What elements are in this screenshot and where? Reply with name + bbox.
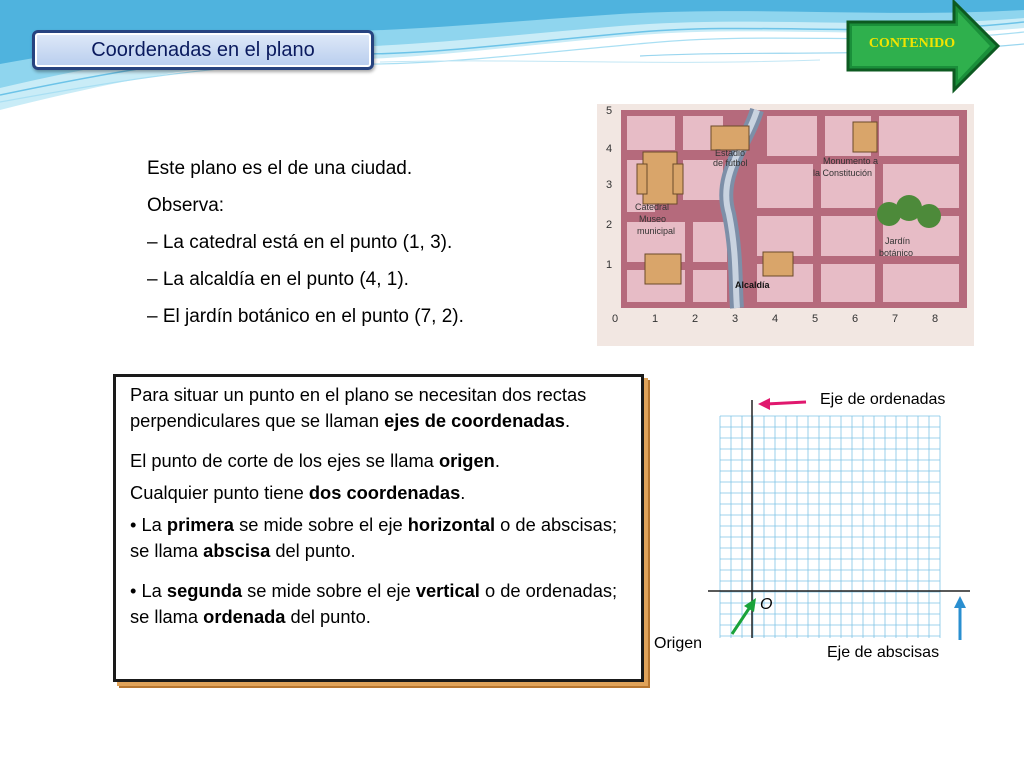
text-run: . (564, 410, 571, 431)
intro-line: – El jardín botánico en el punto (7, 2). (147, 306, 464, 327)
bold-term: origen (438, 450, 495, 471)
text-run: o de ordenadas; se llama (130, 580, 618, 627)
map-x-tick: 2 (691, 313, 699, 325)
text-run: del punto. (270, 540, 356, 561)
map-y-tick: 2 (605, 219, 613, 231)
map-label: Estadio (715, 148, 746, 158)
bold-term: segunda (166, 580, 243, 601)
text-run: se mide sobre el eje (242, 580, 416, 601)
map-label: de fútbol (713, 158, 748, 168)
text-run: • La (130, 580, 167, 601)
map-label: Museo (639, 214, 667, 224)
map-x-tick: 6 (851, 313, 859, 325)
map-x-tick: 8 (931, 313, 939, 325)
bold-term: ejes de coordenadas (384, 410, 565, 431)
map-label: la Constitución (813, 168, 873, 178)
bold-term: abscisa (203, 540, 271, 561)
map-y-tick: 5 (605, 105, 613, 117)
intro-line: – La catedral está en el punto (1, 3). (147, 232, 453, 253)
paragraph (130, 512, 620, 564)
label-eje-ordenadas: Eje de ordenadas (820, 391, 946, 408)
map-y-tick: 4 (605, 143, 613, 155)
label-eje-abscisas: Eje de abscisas (827, 644, 940, 661)
map-x-tick: 3 (731, 313, 739, 325)
explanation-box (113, 374, 644, 682)
text-run: se mide sobre el eje (233, 514, 408, 535)
text-run: . (494, 450, 500, 471)
paragraph (130, 480, 650, 506)
paragraph (130, 382, 650, 434)
explanation-text (130, 382, 650, 630)
map-y-tick: 1 (605, 259, 613, 271)
map-x-tick: 5 (811, 313, 819, 325)
slide-title: Coordenadas en el plano (91, 38, 315, 61)
paragraph (130, 448, 650, 474)
map-label: botánico (879, 248, 914, 258)
map-x-tick: 4 (771, 313, 779, 325)
contenido-label[interactable]: CONTENIDO (868, 36, 956, 51)
map-y-tick: 3 (605, 179, 613, 191)
bold-term: horizontal (407, 514, 496, 535)
map-label: Alcaldía (735, 280, 770, 290)
bold-term: ordenada (203, 606, 286, 627)
map-label: Monumento a (823, 156, 879, 166)
intro-line: – La alcaldía en el punto (4, 1). (147, 269, 409, 290)
text-run: . (460, 482, 466, 503)
intro-line: Observa: (147, 195, 225, 216)
axes-diagram (700, 390, 990, 670)
slide-title-box (32, 30, 374, 70)
intro-text (147, 150, 464, 335)
label-origin-o: O (760, 596, 773, 613)
map-x-tick: 7 (891, 313, 899, 325)
city-map-image (597, 104, 974, 346)
text-run: • La (130, 514, 167, 535)
label-origen: Origen (654, 635, 703, 652)
text-run: Para situar un punto en el plano se necesitan dos rectas perpendiculares que se llaman (130, 384, 587, 431)
text-run: o de abscisas; se llama (130, 514, 618, 561)
map-label: municipal (637, 226, 676, 236)
text-run: del punto. (285, 606, 371, 627)
bold-term: primera (166, 514, 234, 535)
map-x-tick: 0 (611, 313, 619, 325)
text-run: Cualquier punto tiene (130, 482, 309, 503)
map-label: Catedral (635, 202, 670, 212)
text-run: El punto de corte de los ejes se llama (130, 450, 439, 471)
intro-line: Este plano es el de una ciudad. (147, 158, 413, 179)
map-x-tick: 1 (651, 313, 659, 325)
bold-term: dos coordenadas (308, 482, 461, 503)
map-label: Jardín (885, 236, 911, 246)
blue-arrow-icon (954, 596, 966, 640)
magenta-arrow-icon (758, 398, 806, 410)
bold-term: vertical (415, 580, 480, 601)
paragraph (130, 578, 620, 630)
